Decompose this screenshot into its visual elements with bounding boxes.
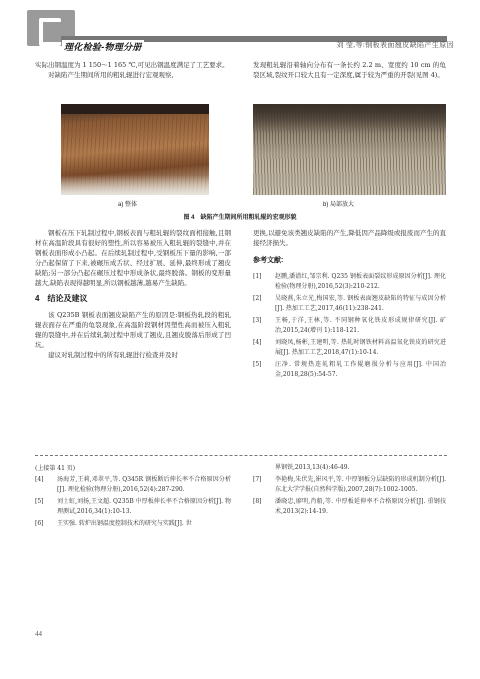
reference-item: [4] 刘晓凤,杨彬,王建明,等. 热轧时钢铁材料高温氧化铁皮的研究进展[J]. 热加工工艺,2018,47(1):10-14.	[253, 339, 446, 356]
continued-label: (上接第 41 页)	[35, 465, 76, 472]
roll-photo-closeup	[253, 104, 446, 195]
reference-item: [7] 李艳梅,朱伏先,崔风平,等. 中厚钢板分层缺陷的形成机制分析[J]. 东北大学学报(自然科学版),2007,28(7):1002-1005.	[253, 476, 446, 493]
reference-item: 界钢铁,2013,13(4):46-49.	[275, 464, 350, 471]
paragraph: 钢板在压下轧制过程中,钢板表面与粗轧辊的裂纹面相接触,且钢材在高温阶段具有很好的塑性,所以容易被压入粗轧辊的裂缝中,并在钢板表面形成小凸起。在后续轧制过程中,受钢板压下量的影响,一部分凸起保留了下来,被碾压成舌状、经过扩展、延伸,最终形成了翘皮缺陷;另一部分凸起在碾压过程中形成条状,最终脱落。钢板的变形量越大,缺陷表现得越明显,所以钢板越薄,越易产生缺陷。	[35, 229, 231, 287]
reference-item: [3] 王畅,于洋,王林,等. 不同钢种氧化铁皮形成规律研究[J]. 矿冶,2015,24(增刊 1):118-121.	[253, 317, 446, 334]
left-column-body	[35, 228, 231, 360]
reference-item: [4] 汤海芳,王莉,邓翠平,等. Q345R 钢板断后伸长率不合格原因分析[J]. 理化检验(物理分册),2016,52(4):287-290.	[35, 476, 231, 493]
section-heading: 4 结论及建议	[35, 294, 88, 303]
reference-item: [2] 吴晓燕,朱立光,梅国宏,等. 钢板表面翘皮缺陷的特征与成因分析[J]. 热加工工艺,2017,46(11):238-241.	[253, 295, 446, 312]
reference-item: [6] 王实强. 转炉出钢温度控制技术的研究与实践[J]. 世	[35, 520, 192, 527]
references-heading: 参考文献:	[253, 257, 284, 264]
reference-item: [5] 刘士虹,刘扬,王文超. Q235B 中厚板伸长率不合格原因分析[J]. 物理测试,2016,34(1):10-13.	[35, 498, 231, 515]
subcaption-a: a) 整体	[118, 202, 138, 208]
roll-photo-overall	[61, 104, 209, 195]
journal-logo-text: 理化检验-物理分册	[64, 42, 142, 52]
right-column-top	[253, 60, 446, 80]
paragraph: 发现粗轧辊沿着轴向分布有一条长约 2.2 m、宽度约 10 cm 的龟裂区域,裂纹开口较大且有一定深度,属于较为严重的开裂(见图 4)。	[253, 61, 446, 79]
paragraph: 建议对轧制过程中的所有轧辊进行检查并及时	[48, 351, 178, 359]
page-number: 44	[35, 630, 42, 638]
figure-caption: 图 4 缺陷产生期间所用粗轧辊的宏观形貌	[183, 215, 297, 221]
continued-refs-right	[253, 463, 446, 519]
section-divider	[35, 455, 447, 456]
continued-refs-left	[35, 475, 231, 531]
reference-item: [8] 潘晓忠,廖明,肖船,等. 中厚板延伸率不合格原因分析[J]. 重钢技术,2013(2):14-19.	[253, 498, 446, 515]
subcaption-b: b) 局部放大	[323, 202, 355, 208]
right-column-body	[253, 228, 446, 382]
reference-item: [5] 汪净. 常规热连轧粗轧工作辊磨损分析与应用[J]. 中国冶金,2018,28(5):54-57.	[253, 361, 446, 378]
left-column-top	[35, 60, 231, 80]
paragraph: 该 Q235B 钢板表面翘皮缺陷产生的原因是:钢板热轧段的粗轧辊表面存在严重的龟裂现象,在高温阶段钢材因塑性高而被压入粗轧辊的裂缝中,并在后续轧制过程中形成了翘皮,且翘皮脱落后形成了凹坑。	[35, 311, 231, 349]
running-head: 刘 莹,等:钢板表面翘皮缺陷产生原因	[336, 41, 454, 49]
paragraph: 实际出钢温度为 1 150～1 165 ℃,可见出钢温度满足了工艺要求。	[35, 61, 229, 69]
reference-item: [1] 赵鹏,潘谱红,邹宗利. Q235 钢板表面裂纹形成原因分析[J]. 理化检验(物理分册),2016,52(3):210-212.	[253, 273, 446, 290]
paragraph: 对缺陷产生期间所用的粗轧辊进行宏观观察,	[48, 71, 174, 79]
paragraph: 更换,以避免该类翘皮缺陷的产生,降低因产品降级或报废而产生的直接经济损失。	[253, 229, 446, 247]
